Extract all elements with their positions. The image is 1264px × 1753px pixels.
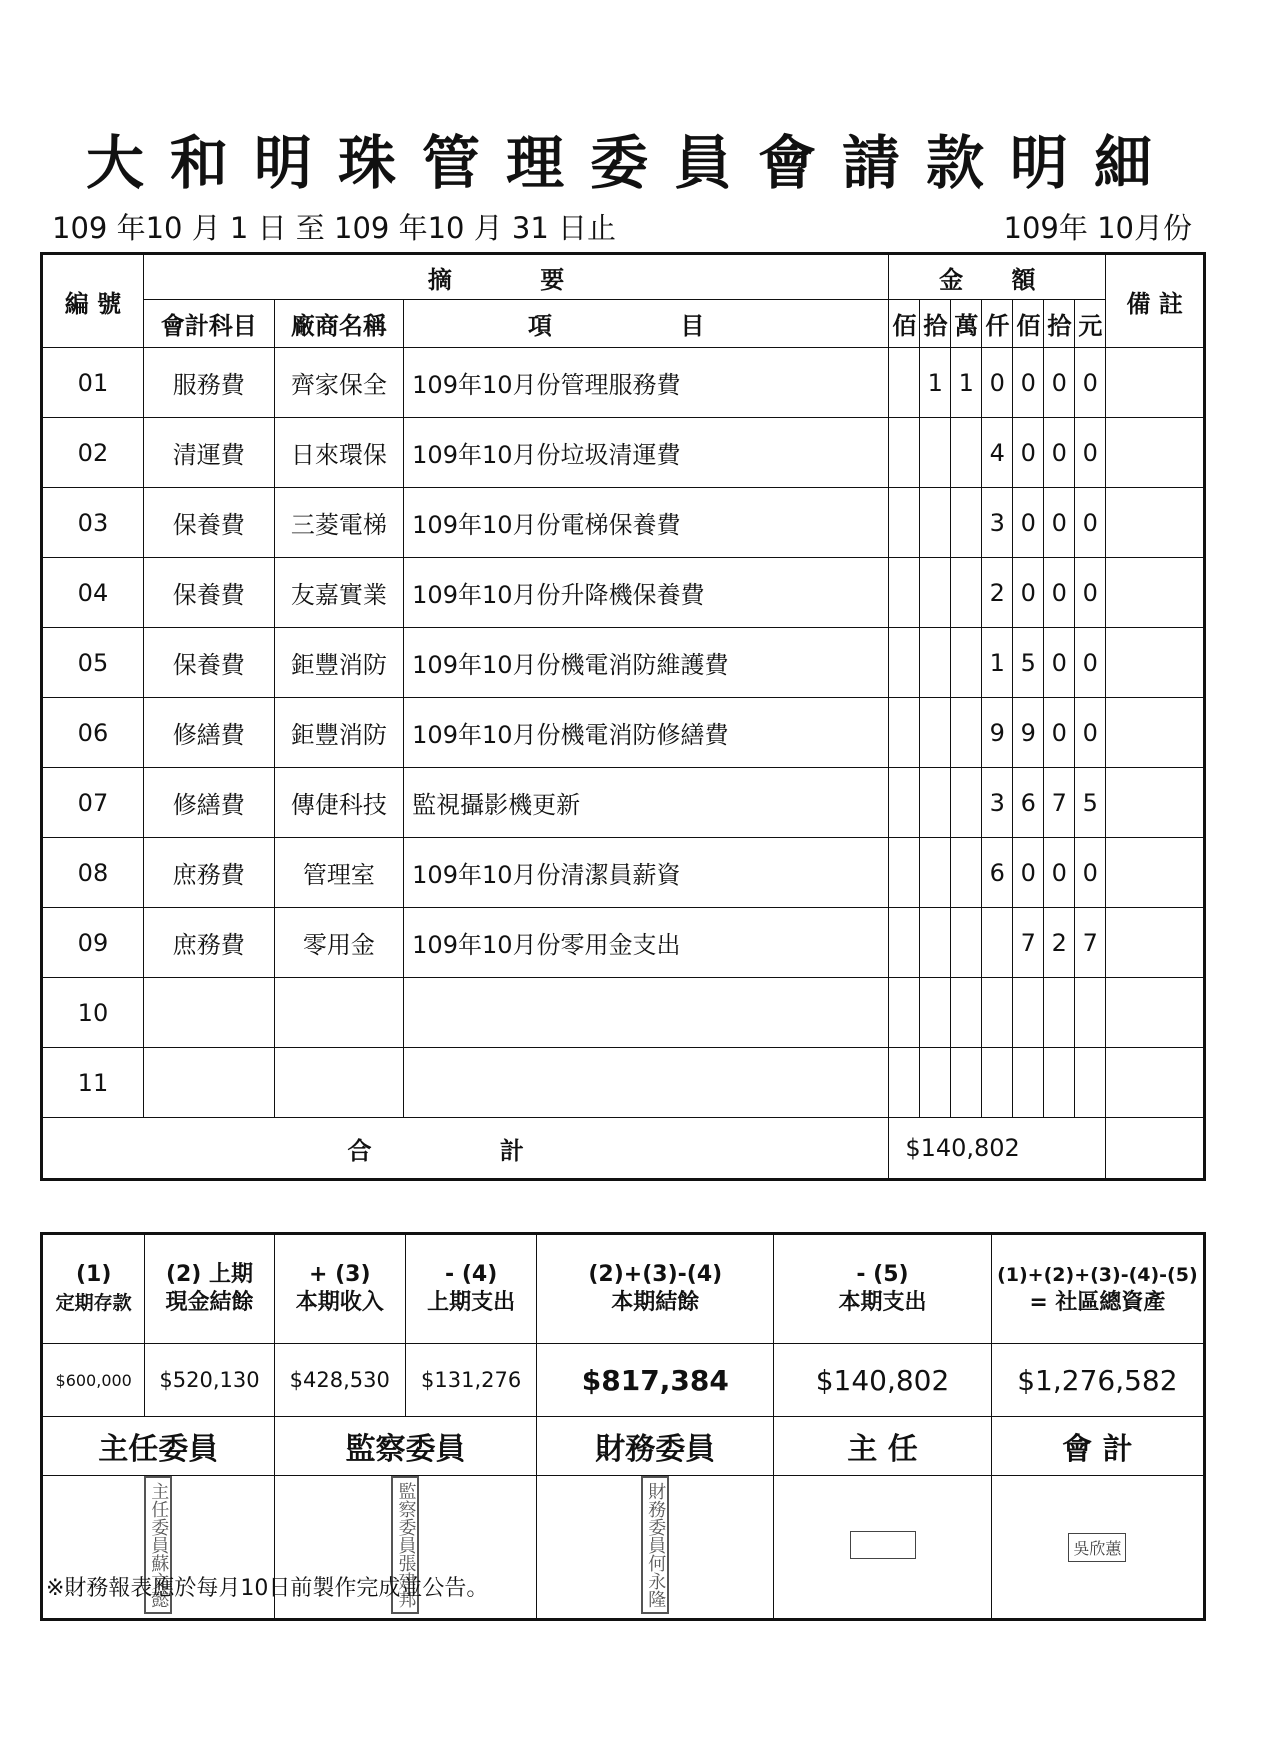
sig-label-finance: 財務委員 — [537, 1417, 774, 1476]
accountant-seal: 吳欣蕙 — [1068, 1533, 1126, 1562]
total-remarks — [1106, 1118, 1205, 1180]
row-digit — [920, 1048, 951, 1118]
table-row — [42, 908, 1205, 978]
row-digit — [982, 1048, 1013, 1118]
sig-label-director: 主 任 — [774, 1417, 992, 1476]
row-item — [404, 978, 889, 1048]
row-item: 109年10月份電梯保養費 — [404, 488, 889, 558]
row-digit: 3 — [982, 488, 1013, 558]
row-digit — [982, 908, 1013, 978]
digit-header: 元 — [1075, 300, 1106, 348]
row-digit — [1013, 1048, 1044, 1118]
header-number: 編 號 — [42, 254, 144, 348]
row-digit — [951, 698, 982, 768]
row-digit — [951, 1048, 982, 1118]
row-item: 109年10月份零用金支出 — [404, 908, 889, 978]
row-digit: 1 — [920, 348, 951, 418]
value-total-assets: $1,276,582 — [991, 1344, 1204, 1417]
row-digit: 0 — [1013, 348, 1044, 418]
row-digit: 0 — [1075, 418, 1106, 488]
row-number: 10 — [42, 978, 144, 1048]
row-account: 庶務費 — [143, 908, 274, 978]
expense-table — [40, 252, 1206, 1181]
table-row — [42, 838, 1205, 908]
row-digit — [1075, 1048, 1106, 1118]
row-digit — [1044, 978, 1075, 1048]
footnote: ※財務報表應於每月10日前製作完成並公告。 — [46, 1576, 489, 1601]
row-digit: 0 — [1013, 558, 1044, 628]
row-digit — [889, 908, 920, 978]
row-account: 保養費 — [143, 488, 274, 558]
row-digit — [1013, 978, 1044, 1048]
row-account: 庶務費 — [143, 838, 274, 908]
row-digit — [920, 838, 951, 908]
row-account — [143, 978, 274, 1048]
row-account: 修繕費 — [143, 768, 274, 838]
row-remarks — [1106, 978, 1205, 1048]
summary-header-expense: - (5) 本期支出 — [774, 1234, 992, 1344]
document-title: 大和明珠管理委員會請款明細 — [85, 129, 1178, 197]
sig-label-chair: 主任委員 — [42, 1417, 275, 1476]
header-account: 會計科目 — [143, 300, 274, 348]
director-seal — [850, 1531, 916, 1559]
row-remarks — [1106, 768, 1205, 838]
row-number: 08 — [42, 838, 144, 908]
sig-box-accountant — [991, 1476, 1204, 1620]
row-digit — [920, 768, 951, 838]
header-vendor: 廠商名稱 — [274, 300, 404, 348]
row-digit: 3 — [982, 768, 1013, 838]
row-vendor — [274, 1048, 404, 1118]
digit-header: 拾 — [1044, 300, 1075, 348]
row-digit: 0 — [1013, 488, 1044, 558]
row-digit — [889, 978, 920, 1048]
row-digit: 0 — [1044, 698, 1075, 768]
row-item: 109年10月份機電消防維護費 — [404, 628, 889, 698]
row-digit — [982, 978, 1013, 1048]
row-item: 109年10月份機電消防修繕費 — [404, 698, 889, 768]
row-digit — [920, 628, 951, 698]
row-digit — [920, 488, 951, 558]
row-digit — [920, 558, 951, 628]
row-digit — [920, 418, 951, 488]
summary-header-prev-expense: - (4) 上期支出 — [405, 1234, 536, 1344]
digit-header: 萬 — [951, 300, 982, 348]
row-account: 修繕費 — [143, 698, 274, 768]
row-digit — [889, 558, 920, 628]
row-item: 109年10月份清潔員薪資 — [404, 838, 889, 908]
sig-label-accountant: 會 計 — [991, 1417, 1204, 1476]
value-expense: $140,802 — [774, 1344, 992, 1417]
row-digit: 0 — [1044, 348, 1075, 418]
table-row — [42, 768, 1205, 838]
row-digit — [889, 838, 920, 908]
row-number: 06 — [42, 698, 144, 768]
sig-box-finance — [537, 1476, 774, 1620]
row-vendor: 友嘉實業 — [274, 558, 404, 628]
row-account — [143, 1048, 274, 1118]
row-digit: 0 — [982, 348, 1013, 418]
report-month: 109年 10月份 — [1003, 211, 1192, 245]
row-digit: 0 — [1013, 838, 1044, 908]
row-remarks — [1106, 628, 1205, 698]
row-digit: 7 — [1075, 908, 1106, 978]
row-digit: 2 — [1044, 908, 1075, 978]
row-digit — [951, 978, 982, 1048]
digit-header: 佰 — [889, 300, 920, 348]
row-number: 04 — [42, 558, 144, 628]
row-digit — [889, 348, 920, 418]
sig-label-supervisor: 監察委員 — [274, 1417, 537, 1476]
row-digit — [920, 698, 951, 768]
row-remarks — [1106, 908, 1205, 978]
row-digit: 4 — [982, 418, 1013, 488]
period-range: 109 年10 月 1 日 至 109 年10 月 31 日止 — [52, 211, 617, 245]
row-digit: 5 — [1075, 768, 1106, 838]
row-digit — [951, 558, 982, 628]
row-digit — [889, 628, 920, 698]
row-digit — [951, 768, 982, 838]
digit-header: 佰 — [1013, 300, 1044, 348]
summary-header-fixed-deposit: (1) 定期存款 — [42, 1234, 145, 1344]
summary-header-income: + (3) 本期收入 — [274, 1234, 405, 1344]
row-digit: 1 — [982, 628, 1013, 698]
row-remarks — [1106, 418, 1205, 488]
value-income: $428,530 — [274, 1344, 405, 1417]
row-vendor: 鉅豐消防 — [274, 698, 404, 768]
row-digit: 9 — [1013, 698, 1044, 768]
table-row — [42, 348, 1205, 418]
row-item: 109年10月份管理服務費 — [404, 348, 889, 418]
row-digit — [951, 838, 982, 908]
row-digit: 0 — [1044, 418, 1075, 488]
row-number: 02 — [42, 418, 144, 488]
row-vendor: 管理室 — [274, 838, 404, 908]
row-digit: 0 — [1044, 558, 1075, 628]
row-digit: 0 — [1075, 558, 1106, 628]
header-item: 項 目 — [404, 300, 889, 348]
row-digit: 6 — [1013, 768, 1044, 838]
row-digit — [951, 908, 982, 978]
row-digit: 9 — [982, 698, 1013, 768]
row-digit — [920, 978, 951, 1048]
value-balance: $817,384 — [537, 1344, 774, 1417]
row-digit: 6 — [982, 838, 1013, 908]
row-digit: 7 — [1044, 768, 1075, 838]
header-summary: 摘 要 — [143, 254, 888, 300]
table-row — [42, 628, 1205, 698]
digit-header: 仟 — [982, 300, 1013, 348]
row-vendor: 零用金 — [274, 908, 404, 978]
chair-seal: 主任委員蘇文懿 — [144, 1476, 172, 1614]
row-vendor: 日來環保 — [274, 418, 404, 488]
row-account: 保養費 — [143, 628, 274, 698]
row-digit: 2 — [982, 558, 1013, 628]
summary-header-prev-cash: (2) 上期 現金結餘 — [145, 1234, 274, 1344]
row-vendor: 傳倢科技 — [274, 768, 404, 838]
row-digit — [889, 1048, 920, 1118]
row-account: 服務費 — [143, 348, 274, 418]
row-number: 01 — [42, 348, 144, 418]
row-digit: 0 — [1075, 838, 1106, 908]
row-vendor: 三菱電梯 — [274, 488, 404, 558]
balance-summary-table — [40, 1232, 1206, 1621]
row-remarks — [1106, 1048, 1205, 1118]
row-digit: 7 — [1013, 908, 1044, 978]
row-item — [404, 1048, 889, 1118]
row-digit — [889, 698, 920, 768]
value-prev-expense: $131,276 — [405, 1344, 536, 1417]
row-digit: 0 — [1075, 698, 1106, 768]
row-digit: 5 — [1013, 628, 1044, 698]
row-digit — [951, 628, 982, 698]
row-digit: 0 — [1044, 838, 1075, 908]
row-number: 11 — [42, 1048, 144, 1118]
value-fixed-deposit: $600,000 — [42, 1344, 145, 1417]
row-digit — [920, 908, 951, 978]
row-account: 保養費 — [143, 558, 274, 628]
row-remarks — [1106, 698, 1205, 768]
row-remarks — [1106, 348, 1205, 418]
summary-header-balance: (2)+(3)-(4) 本期結餘 — [537, 1234, 774, 1344]
row-digit — [951, 488, 982, 558]
digit-header: 拾 — [920, 300, 951, 348]
row-number: 07 — [42, 768, 144, 838]
row-account: 清運費 — [143, 418, 274, 488]
row-digit — [951, 418, 982, 488]
header-amount: 金 額 — [889, 254, 1106, 300]
row-remarks — [1106, 838, 1205, 908]
row-digit: 1 — [951, 348, 982, 418]
row-item: 監視攝影機更新 — [404, 768, 889, 838]
total-amount: $140,802 — [889, 1118, 1106, 1180]
row-digit: 0 — [1044, 628, 1075, 698]
row-digit — [889, 488, 920, 558]
header-remarks: 備 註 — [1106, 254, 1205, 348]
supervisor-seal: 監察委員張建邦 — [391, 1476, 419, 1614]
row-number: 09 — [42, 908, 144, 978]
total-label: 合 計 — [42, 1118, 889, 1180]
row-item: 109年10月份垃圾清運費 — [404, 418, 889, 488]
row-digit: 0 — [1075, 348, 1106, 418]
finance-seal: 財務委員何永隆 — [641, 1476, 669, 1614]
row-vendor — [274, 978, 404, 1048]
value-prev-cash: $520,130 — [145, 1344, 274, 1417]
row-remarks — [1106, 488, 1205, 558]
row-remarks — [1106, 558, 1205, 628]
row-digit: 0 — [1044, 488, 1075, 558]
row-digit: 0 — [1013, 418, 1044, 488]
summary-header-total-assets: (1)+(2)+(3)-(4)-(5) = 社區總資產 — [991, 1234, 1204, 1344]
table-row — [42, 978, 1205, 1048]
row-digit — [1075, 978, 1106, 1048]
row-number: 03 — [42, 488, 144, 558]
row-number: 05 — [42, 628, 144, 698]
sig-box-director — [774, 1476, 992, 1620]
table-row — [42, 558, 1205, 628]
row-digit: 0 — [1075, 628, 1106, 698]
row-digit — [889, 768, 920, 838]
table-row — [42, 418, 1205, 488]
table-row — [42, 488, 1205, 558]
row-vendor: 鉅豐消防 — [274, 628, 404, 698]
table-row — [42, 698, 1205, 768]
row-digit — [889, 418, 920, 488]
row-digit: 0 — [1075, 488, 1106, 558]
table-row — [42, 1048, 1205, 1118]
row-vendor: 齊家保全 — [274, 348, 404, 418]
row-item: 109年10月份升降機保養費 — [404, 558, 889, 628]
row-digit — [1044, 1048, 1075, 1118]
